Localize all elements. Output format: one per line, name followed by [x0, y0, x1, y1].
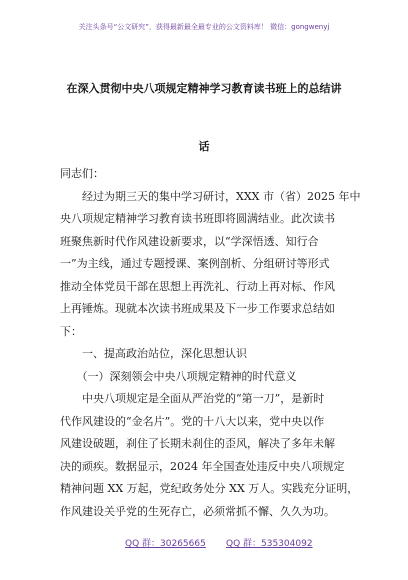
body-line: 精神问题 XX 万起，党纪政务处分 XX 万人。实践充分证明，: [60, 482, 359, 495]
body-line: 班聚焦新时代作风建设新要求，以“学深悟透、知行合: [60, 234, 319, 248]
body-line: 上再锤炼。现就本次读书班成果及下一步工作要求总结如: [60, 302, 335, 315]
body-line: 作风建设关乎党的生死存亡，必须常抓不懈、久久为功。: [60, 504, 335, 518]
section-heading: 一、提高政治站位，深化思想认识: [60, 347, 247, 360]
qq-group-link-2[interactable]: QQ 群：535304092: [226, 539, 313, 549]
body-line: 推动全体党员干部在思想上再洗礼、行动上再对标、作风: [60, 279, 335, 293]
salutation: 同志们：: [60, 167, 104, 180]
header-banner: 关注头条号“公文研究”，获得最新最全最专业的公文资料库！ 微信：gongwenyj: [78, 23, 330, 31]
document-title: [60, 60, 348, 176]
body-line: 风建设破题，刹住了长期未刹住的歪风，解决了多年未解: [60, 437, 335, 450]
title-line-2: 话: [198, 140, 210, 153]
body-line: 一”为主线，通过专题授课、案例剖析、分组研讨等形式: [60, 257, 330, 270]
body-line: 央八项规定精神学习教育读书班即将圆满结业。此次读书: [60, 212, 335, 225]
body-line: 代作风建设的“金名片”。党的十八大以来，党中央以作: [60, 414, 325, 428]
qq-group-link-1[interactable]: QQ 群：30265665: [125, 539, 206, 549]
subsection-heading: （一）深刻领会中央八项规定精神的时代意义: [60, 369, 297, 383]
body-line: 下：: [60, 324, 82, 338]
body-line: 中央八项规定是全面从严治党的“第一刀”，是新时: [60, 392, 325, 405]
body-line: 决的顽疾。数据显示，2024 年全国查处违反中央八项规定: [60, 459, 345, 473]
document-body: [60, 163, 361, 523]
title-line-1: 在深入贯彻中央八项规定精神学习教育读书班上的总结讲: [66, 82, 342, 95]
body-line: 经过为期三天的集中学习研讨，XXX 市（省）2025 年中: [60, 189, 361, 203]
